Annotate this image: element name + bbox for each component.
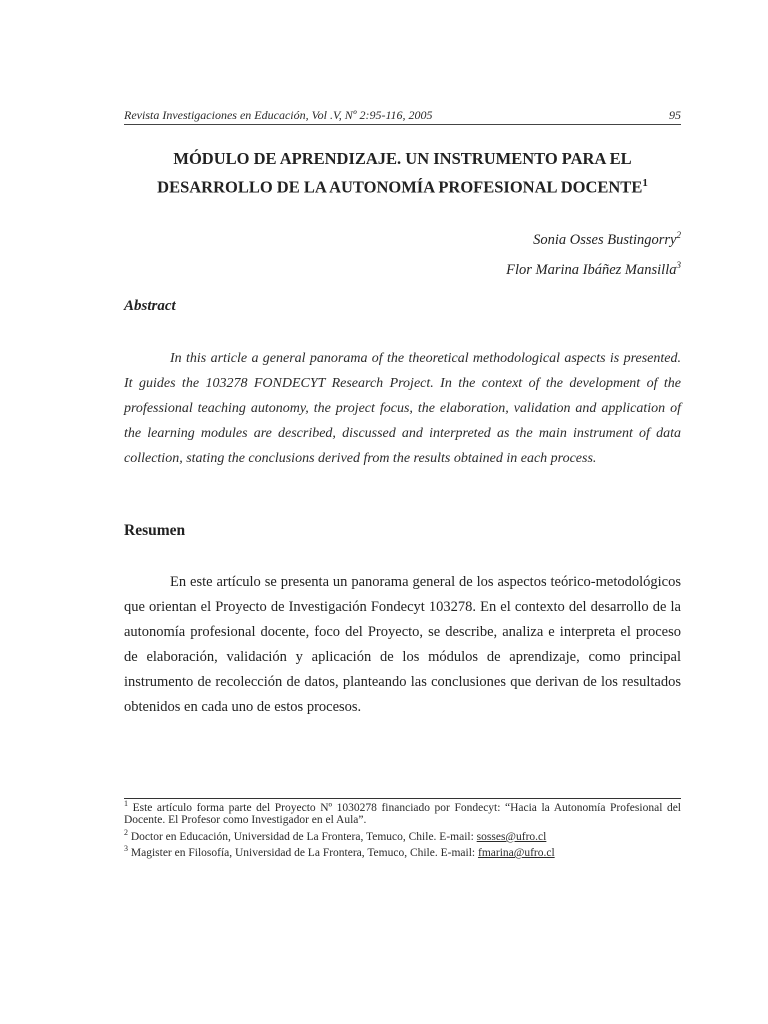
article-title xyxy=(124,147,681,200)
author-1-mark: 2 xyxy=(676,230,681,240)
email-link-fmarina[interactable]: fmarina@ufro.cl xyxy=(477,846,555,859)
title-line-2: DESARROLLO DE LA AUTONOMÍA PROFESIONAL DOCENTE$^1$ xyxy=(157,177,648,197)
running-header xyxy=(124,108,681,125)
author-2: Flor Marina Ibáñez Mansilla$^3$ xyxy=(506,259,681,278)
author-2-mark: 3 xyxy=(676,259,681,270)
title-line-1: MÓDULO DE APRENDIZAJE. UN INSTRUMENTO PARA EL xyxy=(173,149,632,168)
footnote-1: $^1$ Este artículo forma parte del Proyecto Nº 1030278 financiado por Fondecyt: “Hacia la Autonomía Profesional del Docente. El Profesor como Investigador en el Aula”. xyxy=(124,799,681,827)
author-list xyxy=(506,223,681,283)
resumen-heading: Resumen xyxy=(124,522,186,539)
page-number: 95 xyxy=(669,108,681,122)
email-link-sosses[interactable]: sosses@ufro.cl xyxy=(476,830,547,843)
journal-citation: Revista Investigaciones en Educación, Vol .V, Nº 2:95-116, 2005 xyxy=(124,108,433,122)
footnote-2: $^2$ Doctor en Educación, Universidad de La Frontera, Temuco, Chile. E-mail: sosses@ufro.cl xyxy=(124,827,547,843)
footnote-3: $^3$ Magister en Filosofía, Universidad de La Frontera, Temuco, Chile. E-mail: fmarina@ufro.cl xyxy=(124,844,555,859)
title-footnote-mark: 1 xyxy=(642,177,648,189)
abstract-body: In this article a general panorama of the theoretical methodological aspects is presented. It guides the 103278 FONDECYT Research Project. In the context of the development of the professional teaching autonomy, the project focus, the elaboration, validation and application of the learning modules are described, discussed and interpreted as the main instrument of data collection, stating the conclusions derived from the results obtained in each process. xyxy=(124,351,681,466)
abstract-heading: Abstract xyxy=(124,298,176,314)
author-1: Sonia Osses Bustingorry$^2$ xyxy=(533,230,681,248)
footnotes xyxy=(124,798,681,859)
resumen-body: En este artículo se presenta un panorama general de los aspectos teórico-metodológicos que orientan el Proyecto de Investigación Fondecyt 103278. En el contexto del desarrollo de la autonomía profesional docente, foco del Proyecto, se describe, analiza e interpreta el proceso de elaboración, validación y aplicación de los módulos de aprendizaje, como principal instrumento de recolección de datos, planteando las conclusiones que derivan de los resultados obtenidos en cada uno de estos procesos. xyxy=(124,574,681,715)
